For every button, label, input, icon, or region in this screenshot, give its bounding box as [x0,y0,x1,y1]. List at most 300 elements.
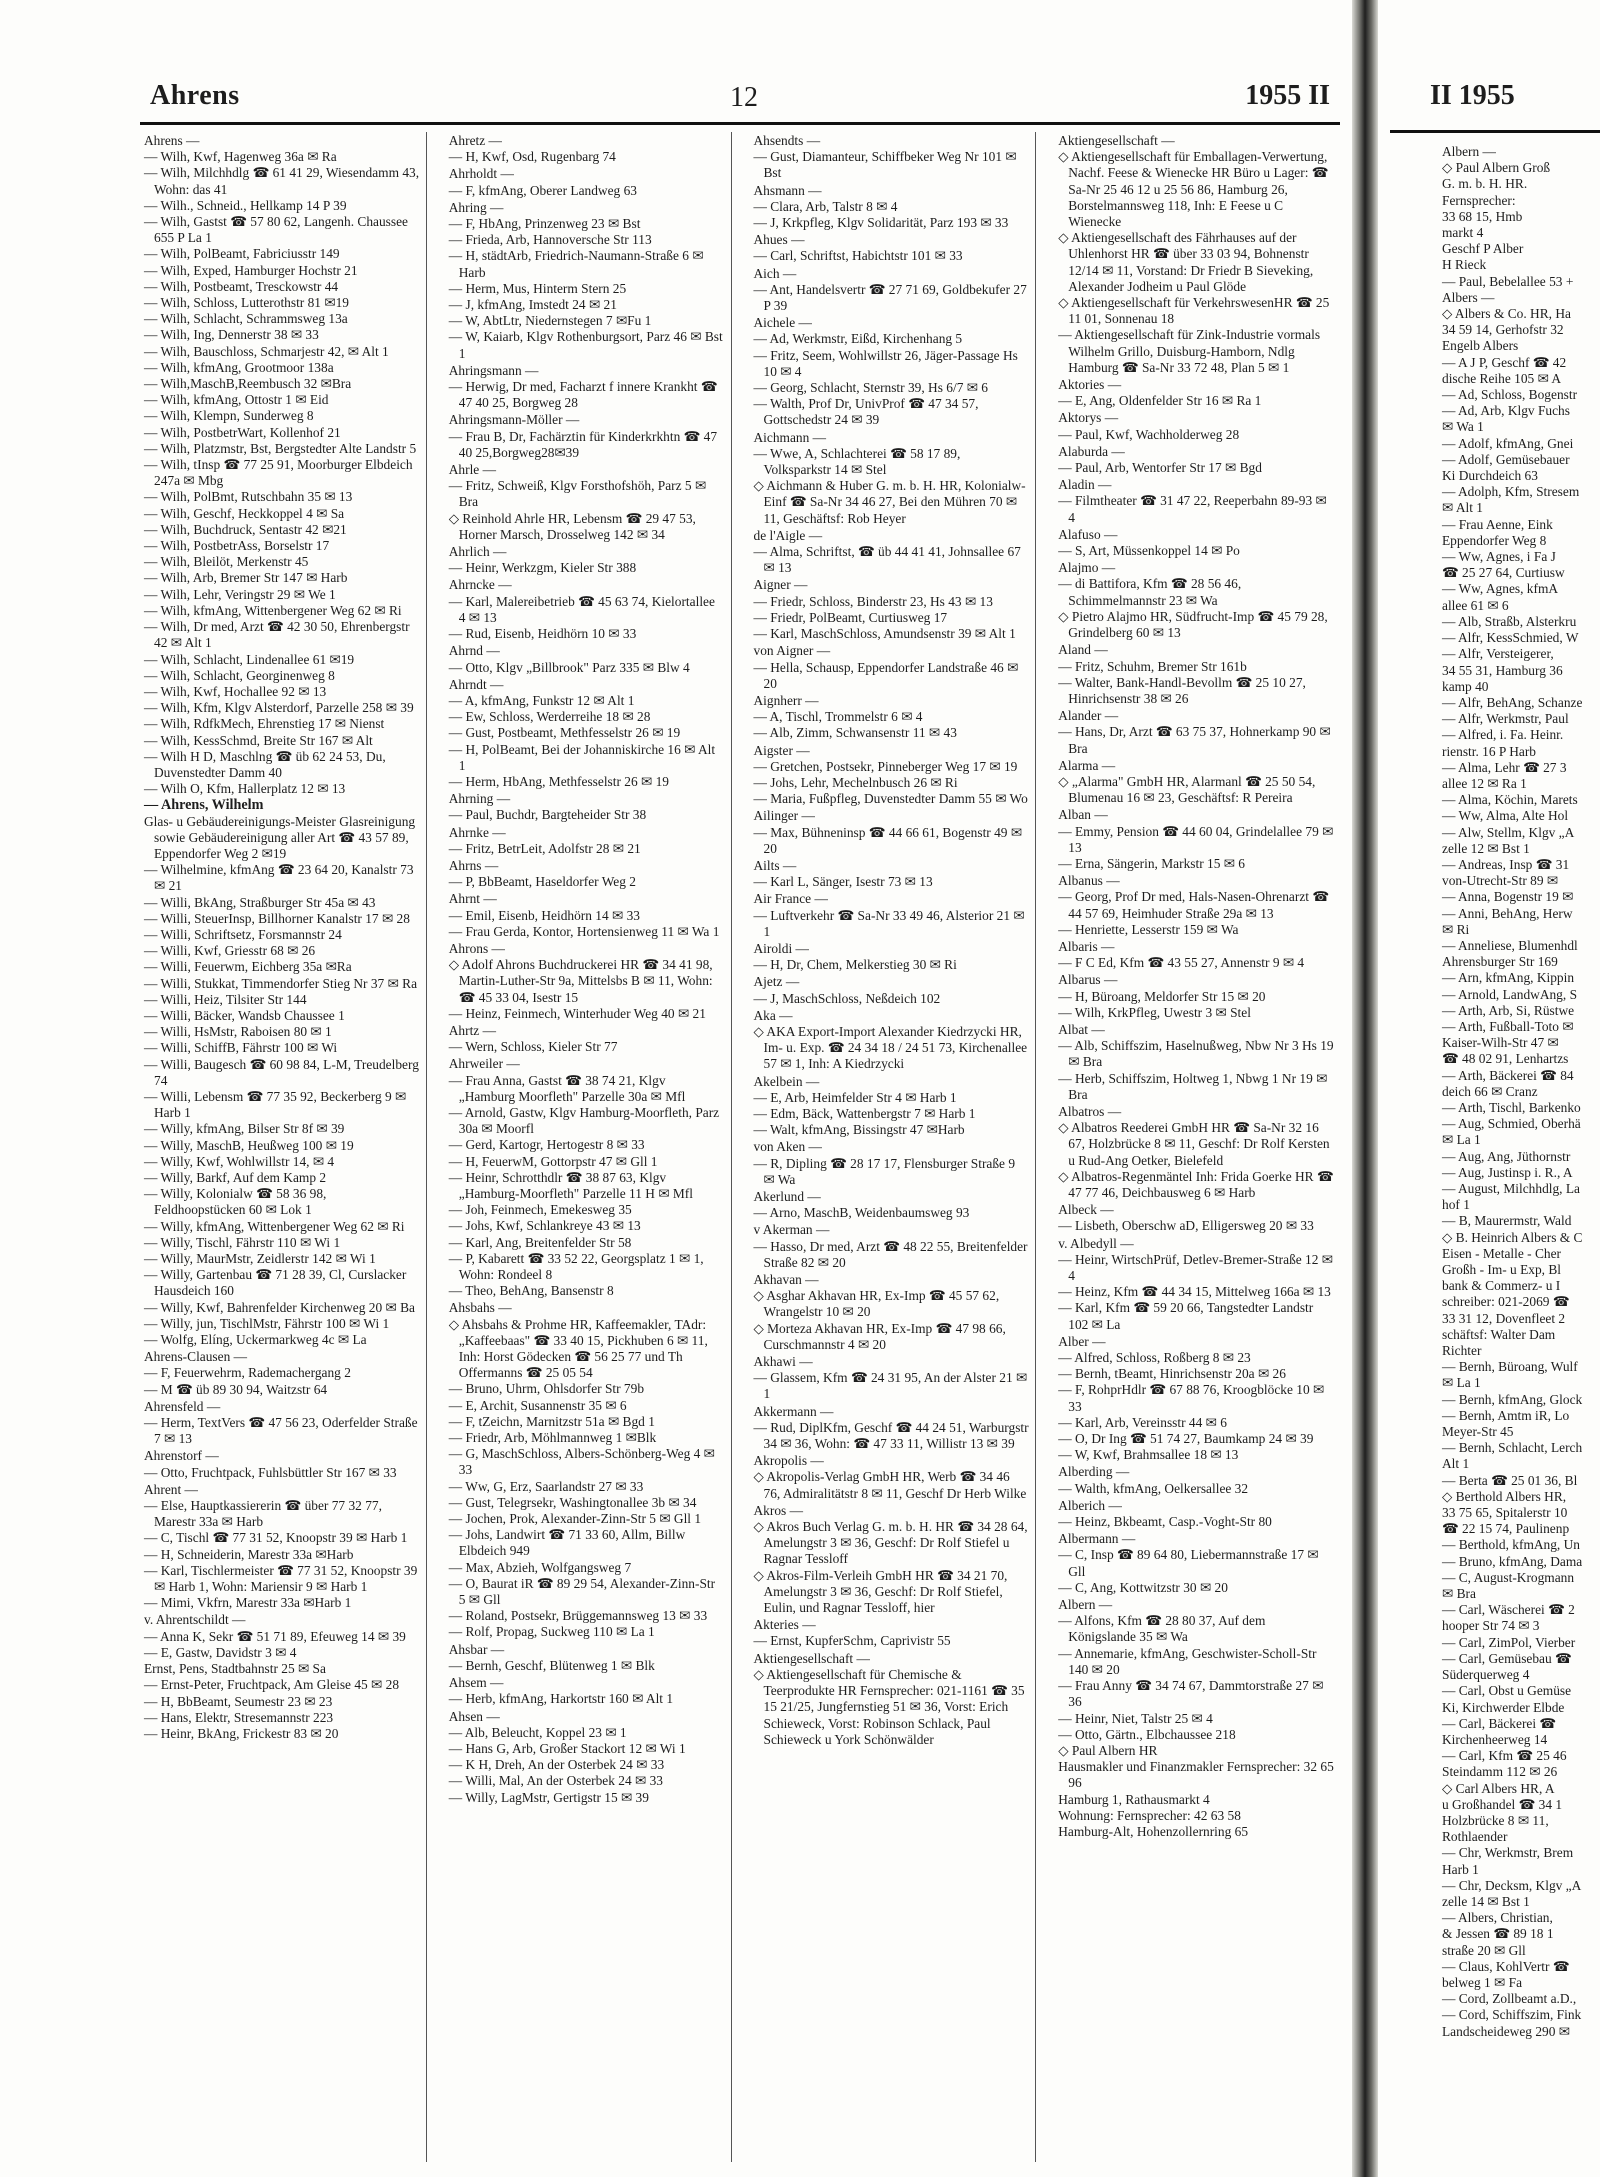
directory-entry: Albatros — [1058,1103,1122,1119]
directory-entry: — Wilh, KrkPfleg, Uwestr 3 ✉ Stel [1058,1004,1251,1020]
directory-entry: — Johs, Landwirt ☎ 71 33 60, Allm, Billw Elbdeich 949 [448,1527,686,1559]
facing-entry: ◇ B. Heinrich Albers & C [1442,1229,1583,1245]
directory-entry: — Wilh., Schneid., Hellkamp 14 P 39 [144,197,347,213]
directory-entry: Aktiengesellschaft — [753,1650,870,1666]
directory-entry: — Gust, Postbeamt, Methfesselstr 26 ✉ 19 [448,725,681,741]
facing-entry: — Alfr, Werkmstr, Paul [1442,711,1569,727]
directory-entry: — H, städtArb, Friedrich-Naumann-Straße 6 ✉ Harb [448,248,704,280]
directory-entry: — F, tZeichn, Marnitzstr 51a ✉ Bgd 1 [448,1413,655,1429]
directory-entry: Ahrnd — [448,643,500,659]
facing-entry: — Chr, Decksm, Klgv „A [1442,1877,1582,1893]
directory-entry: ◇ Morteza Akhavan HR, Ex-Imp ☎ 47 98 66, Curschmannstr 4 ✉ 20 [753,1320,1006,1352]
directory-entry: Ahrens-Clausen — [144,1349,248,1365]
directory-entry: — Willi, Lebensm ☎ 77 35 92, Beckerberg 9 ✉ Harb 1 [144,1088,407,1121]
facing-entry: — Ad, Arb, Klgv Fuchs [1442,403,1570,419]
directory-entry: — K H, Dreh, An der Osterbek 24 ✉ 33 [448,1757,665,1773]
directory-entry: Ahues — [753,232,805,248]
directory-entry: — Willi, Kwf, Griesstr 68 ✉ 26 [144,943,316,959]
directory-entry: Ahrlich — [448,544,507,560]
header-surname: Ahrens [150,80,240,111]
directory-entry: — Wern, Schloss, Kieler Str 77 [448,1039,618,1055]
facing-entry: ◇ Carl Albers HR, A [1442,1780,1555,1796]
directory-entry: — Edm, Bäck, Wattenbergstr 7 ✉ Harb 1 [753,1105,976,1121]
directory-entry: Hamburg-Alt, Hohenzollernring 65 [1058,1823,1249,1839]
directory-entry: — Alma, Schriftst, ☎ üb 44 41 41, Johnsallee 67 ✉ 13 [753,544,1021,576]
directory-entry: — Jochen, Prok, Alexander-Zinn-Str 5 ✉ Gll 1 [448,1511,702,1527]
directory-entry: — Paul, Buchdr, Bargteheider Str 38 [448,807,647,823]
directory-entry: Akteries — [753,1617,816,1633]
directory-entry: ◇ Asghar Akhavan HR, Ex-Imp ☎ 45 57 62, Wrangelstr 10 ✉ 20 [753,1288,1000,1320]
directory-entry: — Frau Anna, Gastst ☎ 38 74 21, Klgv „Hamburg Moorfleth" Parzelle 30a ✉ Mfl [448,1072,686,1104]
facing-entry: — Ww, Agnes, i Fa J [1442,549,1556,565]
facing-entry: — Alfred, i. Fa. Heinr. [1442,727,1564,743]
directory-entry: — H, PolBeamt, Bei der Johanniskirche 16 ✉ Alt 1 [448,741,716,773]
directory-entry: ◇ Akros-Film-Verleih GmbH HR ☎ 34 21 70, Amelungstr 3 ✉ 36, Geschf: Dr Rolf Stiefel, Eulin, und Ragnar Tessloff, hier [753,1567,1008,1616]
directory-entry: Alban — [1058,807,1108,823]
directory-entry: — Ww, G, Erz, Saarlandstr 27 ✉ 33 [448,1478,644,1494]
facing-entry: — Adolf, kfmAng, Gnei [1442,435,1574,451]
directory-entry: — Arno, MaschB, Weidenbaumsweg 93 [753,1205,970,1221]
directory-entry: — Ad, Werkmstr, Eißd, Kirchenhang 5 [753,331,963,347]
directory-entry: ◇ Albatros Reederei GmbH HR ☎ Sa-Nr 32 16 67, Holzbrücke 8 ✉ 11, Geschf: Dr Rolf Kersten u Rud-Ang Oetker, Bielefeld [1058,1120,1330,1168]
facing-entry: — Carl, Gemüsebau ☎ [1442,1650,1572,1666]
directory-entry: — Emil, Eisenb, Heidhörn 14 ✉ 33 [448,907,640,923]
directory-entry: — Luftverkehr ☎ Sa-Nr 33 49 46, Alsterior 21 ✉ 1 [753,907,1025,939]
directory-entry: Akerlund — [753,1189,821,1204]
facing-entry: deich 66 ✉ Cranz [1442,1083,1538,1099]
directory-entry: Albern — [1058,1597,1113,1613]
directory-entry: Ahrndt — [448,676,504,692]
facing-entry: — Cord, Zollbeamt a.D., [1442,1991,1577,2007]
directory-entry: — Wilh, Arb, Bremer Str 147 ✉ Harb [144,570,348,586]
facing-entry: — Alfr, BehAng, Schanze [1442,694,1583,710]
facing-entry: — Aug, Ang, Jüthornstr [1442,1148,1571,1164]
directory-entry: — Wilh, PolBeamt, Fabriciusstr 149 [144,246,340,262]
directory-entry: — Willy, MaurMstr, Zeidlerstr 142 ✉ Wi 1 [144,1251,376,1267]
facing-entry: belweg 1 ✉ Fa [1442,1974,1523,1990]
facing-entry: — Alfr, Versteigerer, [1442,646,1554,662]
facing-entry: — Claus, KohlVertr ☎ [1442,1958,1570,1974]
directory-entry: Ahrensfeld — [144,1398,221,1414]
directory-entry: — Max, Abzieh, Wolfgangsweg 7 [448,1559,632,1575]
directory-entry: — Wilh, Platzmstr, Bst, Bergstedter Alte Landstr 5 [144,440,417,456]
directory-entry: ◇ Reinhold Ahrle HR, Lebensm ☎ 29 47 53, Horner Marsch, Drosselweg 142 ✉ 34 [448,510,696,542]
facing-entry: hof 1 [1442,1197,1470,1213]
directory-entry: Ahsbar — [448,1641,505,1657]
facing-entry: — A J P, Geschf ☎ 42 [1442,354,1567,370]
directory-entry: — E, Arb, Heimfelder Str 4 ✉ Harb 1 [753,1089,957,1105]
facing-entry: Ki, Kirchwerder Elbde [1442,1699,1565,1715]
directory-entry: — Herm, Mus, Hinterm Stern 25 [448,280,627,296]
facing-entry: u Großhandel ☎ 34 1 [1442,1796,1563,1812]
directory-entry: — H, Schneiderin, Marestr 33a ✉Harb [144,1546,354,1562]
directory-entry: — Hella, Schausp, Eppendorfer Landstraße 46 ✉ 20 [753,659,1019,691]
facing-entry: ◇ Berthold Albers HR, [1442,1488,1567,1504]
directory-entry: — Else, Hauptkassiererin ☎ über 77 32 77, Marestr 33a ✉ Harb [144,1498,382,1530]
directory-entry: — Herm, TextVers ☎ 47 56 23, Oderfelder Straße 7 ✉ 13 [144,1415,418,1447]
directory-entry: — Hans, Elektr, Stresemannstr 223 [144,1709,334,1725]
directory-entry: — Georg, Schlacht, Sternstr 39, Hs 6/7 ✉ 6 [753,380,988,396]
directory-entry: — Karl, MaschSchloss, Amundsenstr 39 ✉ Alt 1 [753,626,1016,642]
directory-entry: — S, Art, Müssenkoppel 14 ✉ Po [1058,543,1240,559]
directory-entry: ◇ Albatros-Regenmäntel Inh: Frida Goerke HR ☎ 47 77 46, Deichbausweg 6 ✉ Harb [1058,1168,1334,1200]
directory-entry: — Willi, Schriftsetz, Forsmannstr 24 [144,926,342,942]
directory-entry: Ahrtz — [448,1022,496,1038]
directory-entry: Aignherr — [753,692,819,708]
facing-entry: — Bernh, Büroang, Wulf [1442,1359,1578,1375]
facing-entry: — Bruno, kfmAng, Dama [1442,1553,1583,1569]
facing-entry: & Jessen ☎ 89 18 1 [1442,1926,1554,1942]
facing-entry: — Arth, Fußball-Toto ✉ [1442,1018,1574,1034]
directory-entry: — Rud, Eisenb, Heidhörn 10 ✉ 33 [448,626,637,642]
directory-entry: Aktiengesellschaft — [1058,133,1175,148]
directory-entry: — Wilh,MaschB,Reembusch 32 ✉Bra [144,376,352,392]
facing-entry: — Frau Aenne, Eink [1442,516,1553,532]
directory-entry: — Heinz, Bkbeamt, Casp.-Voght-Str 80 [1058,1514,1272,1530]
facing-entry: allee 12 ✉ Ra 1 [1442,775,1527,791]
directory-entry: — Wilhelmine, kfmAng ☎ 23 64 20, Kanalstr 73 ✉ 21 [144,862,414,894]
directory-entry: — H, Büroang, Meldorfer Str 15 ✉ 20 [1058,988,1266,1004]
directory-entry: — F C Ed, Kfm ☎ 43 55 27, Annenstr 9 ✉ 4 [1058,955,1305,971]
directory-entry: — Wilh, Schlacht, Georginenweg 8 [144,667,335,683]
facing-entry: — Ww, Agnes, kfmA [1442,581,1559,597]
directory-entry: Air France — [753,891,828,907]
directory-entry: von Aigner — [753,643,831,659]
facing-header-rule [1390,130,1600,133]
facing-entry: ☎ 48 02 91, Lenhartzs [1442,1051,1569,1067]
directory-entry: — Bernh, tBeamt, Hinrichsenstr 20a ✉ 26 [1058,1366,1286,1382]
facing-entry: kamp 40 [1442,678,1489,694]
directory-entry: — W, Kaiarb, Klgv Rothenburgsort, Parz 46 ✉ Bst 1 [448,329,723,361]
directory-entry: Akkermann — [753,1403,834,1419]
facing-entry: — Ad, Schloss, Bogenstr [1442,387,1578,403]
directory-entry: — Alb, Zimm, Schwansenstr 11 ✉ 43 [753,725,957,741]
facing-entry: dische Reihe 105 ✉ A [1442,370,1562,386]
directory-entry: Ahrens — [144,133,200,148]
directory-entry: — Heinr, Niet, Talstr 25 ✉ 4 [1058,1710,1213,1726]
facing-entry: — Paul, Bebelallee 53 + [1442,273,1574,289]
directory-entry: — Glassem, Kfm ☎ 24 31 95, An der Alster 21 ✉ 1 [753,1370,1028,1402]
directory-entry: Ahringsmann — [448,362,539,378]
directory-entry: Ahretz — [448,133,502,148]
directory-entry: von Aken — [753,1139,822,1155]
directory-entry: — Wilh, Lehr, Veringstr 29 ✉ We 1 [144,586,336,602]
facing-entry: ✉ La 1 [1442,1132,1481,1148]
directory-entry: — F, Feuerwehrm, Rademachergang 2 [144,1365,351,1381]
directory-entry: — Willy, kfmAng, Wittenbergener Weg 62 ✉ Ri [144,1218,405,1234]
facing-entry: — Arth, Tischl, Barkenko [1442,1099,1581,1115]
facing-entry: ✉ Ri [1442,921,1470,937]
directory-entry: Ailts — [753,857,797,873]
directory-entry: ◇ Paul Albern HR [1058,1742,1158,1758]
directory-entry: ◇ Aktiengesellschaft des Fährhauses auf der Uhlenhorst HR ☎ über 33 03 94, Bohnenstr 12/14 ✉ 11, Vorstand: Dr Friedr B Sieveking, Alexander Jodheim u Paul Glöde [1058,230,1314,294]
directory-entry: — Wolfg, Elíng, Uckermarkweg 4c ✉ La [144,1332,367,1348]
directory-entry: Alafuso — [1058,526,1118,542]
directory-entry: Aland — [1058,642,1108,658]
facing-entry: Geschf P Alber [1442,241,1524,257]
directory-entry: Ahrenstorf — [144,1448,219,1464]
facing-entry: — Alma, Köchin, Marets [1442,792,1578,808]
directory-entry: Alber — [1058,1333,1106,1349]
facing-entry: Kaiser-Wilh-Str 47 ✉ [1442,1035,1559,1051]
directory-entry: v Akerman — [753,1222,830,1238]
directory-entry: — Willy, jun, TischlMstr, Fährstr 100 ✉ Wi 1 [144,1315,390,1331]
directory-entry: — M ☎ üb 89 30 94, Waitzstr 64 [144,1381,328,1397]
facing-page [1390,60,1600,2160]
facing-entry: — Ww, Alma, Alte Hol [1442,808,1569,824]
directory-entry: — Wilh, kfmAng, Wittenbergener Weg 62 ✉ Ri [144,602,402,618]
directory-entry: — Otto, Fruchtpack, Fuhlsbüttler Str 167 ✉ 33 [144,1464,397,1480]
directory-entry: — O, Dr Ing ☎ 51 74 27, Baumkamp 24 ✉ 39 [1058,1431,1314,1447]
facing-entry: ✉ Alt 1 [1442,500,1483,516]
directory-entry: Albaris — [1058,938,1115,954]
facing-entry: 34 59 14, Gerhofstr 32 [1442,322,1564,338]
directory-entry: — Alfred, Schloss, Roßberg 8 ✉ 23 [1058,1350,1251,1366]
directory-entry: Albanus — [1058,873,1120,889]
directory-entry: ◇ Adolf Ahrons Buchdruckerei HR ☎ 34 41 98, Martin-Luther-Str 9a, Mittelsbs B ✉ 11, Wohn: ☎ 45 33 04, Isestr 15 [448,957,713,1005]
facing-entry: ✉ Wa 1 [1442,419,1484,435]
column-1 [140,132,427,2162]
directory-entry: — Heinz, Feinmech, Winterhuder Weg 40 ✉ 21 [448,1005,706,1021]
page-number: 12 [730,82,758,113]
directory-entry: Ahrns — [448,857,499,873]
directory-entry: — Willy, kfmAng, Bilser Str 8f ✉ 39 [144,1121,345,1137]
directory-entry: — Herm, HbAng, Methfesselstr 26 ✉ 19 [448,773,669,789]
facing-entry: Eppendorfer Weg 8 [1442,532,1547,548]
facing-entry: — Arnold, LandwAng, S [1442,986,1578,1002]
directory-entry: Ahrle — [448,462,496,478]
facing-entry: straße 20 ✉ Gll [1442,1942,1526,1958]
directory-entry: de l'Aigle — [753,527,823,543]
directory-entry: — Herb, kfmAng, Harkortstr 160 ✉ Alt 1 [448,1691,674,1707]
facing-entry: 34 55 31, Hamburg 36 [1442,662,1563,678]
directory-entry: Akros — [753,1502,803,1518]
directory-entry: — A, kfmAng, Funkstr 12 ✉ Alt 1 [448,692,635,708]
directory-entry: — F, RohprHdlr ☎ 67 88 76, Kroogblöcke 10 ✉ 33 [1058,1382,1325,1414]
directory-entry: — Fritz, Schweiß, Klgv Forsthofshöh, Parz 5 ✉Bra [448,478,707,510]
directory-entry: Ahsmann — [753,182,822,198]
directory-entry: Airoldi — [753,940,809,956]
directory-entry: — C, Ang, Kottwitzstr 30 ✉ 20 [1058,1579,1228,1595]
directory-entry: — Walter, Bank-Handl-Bevollm ☎ 25 10 27, Hinrichsenstr 38 ✉ 26 [1058,674,1306,706]
directory-entry: — Karl, Malereibetrieb ☎ 45 63 74, Kielortallee 4 ✉ 13 [448,593,715,625]
directory-entry: — F, kfmAng, Oberer Landweg 63 [448,182,637,198]
facing-entry: Albern — [1442,144,1496,159]
directory-entry: ◇ AKA Export-Import Alexander Kiedrzycki HR, Im- u. Exp. ☎ 24 34 18 / 24 51 73, Kirchenallee 57 ✉ 1, Inh: A Kiedrzycki [753,1023,1028,1072]
facing-entry: 33 68 15, Hmb [1442,208,1523,224]
directory-entry: — F, HbAng, Prinzenweg 23 ✉ Bst [448,216,641,232]
directory-entry: — Roland, Postsekr, Brüggemannsweg 13 ✉ 33 [448,1608,708,1624]
directory-entry: ◇ „Alarma" GmbH HR, Alarmanl ☎ 25 50 54, Blumenau 16 ✉ 23, Geschäftsf: R Pereira [1058,773,1316,806]
directory-entry: Ahring — [448,199,504,215]
directory-entry: Akelbein — [753,1073,820,1089]
facing-entry: hooper Str 74 ✉ 3 [1442,1618,1540,1634]
directory-entry: Alberich — [1058,1497,1122,1513]
facing-entry: Alt 1 [1442,1456,1470,1472]
directory-entry: Glas- u Gebäudereinigungs-Meister Glasreinigung sowie Gebäudereinigung aller Art ☎ 43 57 89, Eppendorfer Weg 2 ✉19 [144,813,416,861]
directory-entry: — Heinr, BkAng, Frickestr 83 ✉ 20 [144,1725,339,1741]
directory-entry: — Wilh O, Kfm, Hallerplatz 12 ✉ 13 [144,781,346,797]
directory-entry: Ajetz — [753,974,800,990]
directory-entry: — W, AbtLtr, Niedernstegen 7 ✉Fu 1 [448,313,652,329]
directory-entry: — H, BbBeamt, Seumestr 23 ✉ 23 [144,1693,333,1709]
directory-entry: — Paul, Arb, Wentorfer Str 17 ✉ Bgd [1058,460,1262,476]
facing-entry: markt 4 [1442,225,1484,241]
directory-entry: — Friedr, Schloss, Binderstr 23, Hs 43 ✉ 13 [753,593,993,609]
facing-entry: Süderquerweg 4 [1442,1667,1530,1683]
directory-entry: — Friedr, PolBeamt, Curtiusweg 17 [753,609,948,625]
directory-entry: Alarma — [1058,757,1116,773]
directory-entry: — Willy, MaschB, Heußweg 100 ✉ 19 [144,1137,354,1153]
directory-entry: v. Ahrentschildt — [144,1612,246,1628]
facing-entry: — Bernh, kfmAng, Glock [1442,1391,1583,1407]
directory-entry: — Wilh, Milchhdlg ☎ 61 41 29, Wiesendamm 43, Wohn: das 41 [144,165,420,197]
directory-entry: — Wilh, Bleilöt, Merkenstr 45 [144,554,309,570]
directory-entry: — Karl L, Sänger, Isestr 73 ✉ 13 [753,874,933,890]
directory-entry: — Wilh, tInsp ☎ 77 25 91, Moorburger Elbdeich 247a ✉ Mbg [144,457,413,489]
facing-entry: — Arn, kfmAng, Kippin [1442,970,1575,986]
directory-entry: — R, Dipling ☎ 28 17 17, Flensburger Straße 9 ✉ Wa [753,1155,1016,1187]
directory-entry: — Ahrens, Wilhelm [144,797,264,814]
directory-entry: Hausmakler und Finanzmakler Fernsprecher: 32 65 96 [1058,1759,1334,1791]
directory-entry: — Clara, Arb, Talstr 8 ✉ 4 [753,198,898,214]
directory-entry: Ernst, Pens, Stadtbahnstr 25 ✉ Sa [144,1661,326,1677]
directory-entry: — Frau Gerda, Kontor, Hortensienweg 11 ✉ Wa 1 [448,923,720,939]
directory-entry: — J, MaschSchloss, Neßdeich 102 [753,990,941,1006]
facing-entry: — Alma, Lehr ☎ 27 3 [1442,759,1567,775]
directory-entry: — di Battifora, Kfm ☎ 28 56 46, Schimmelmannstr 23 ✉ Wa [1058,576,1242,608]
directory-entry: Albeck — [1058,1202,1114,1218]
directory-entry: — Wilh, Klempn, Sunderweg 8 [144,408,314,424]
directory-entry: — Joh, Feinmech, Emekesweg 35 [448,1202,632,1218]
directory-entry: — Willi, Baugesch ☎ 60 98 84, L-M, Treudelberg 74 [144,1056,419,1088]
directory-entry: — Karl, Tischlermeister ☎ 77 31 52, Knoopstr 39 ✉ Harb 1, Wohn: Mariensir 9 ✉ Harb 1 [144,1562,418,1595]
directory-entry: — Wilh, PostbetrAss, Borselstr 17 [144,538,330,554]
directory-entry: — Hasso, Dr med, Arzt ☎ 48 22 55, Breitenfelder Straße 82 ✉ 20 [753,1238,1028,1270]
directory-entry: — Willi, Bäcker, Wandsb Chaussee 1 [144,1007,345,1023]
facing-entry: — Arth, Arb, Si, Rüstwe [1442,1002,1575,1018]
facing-entry: ✉ Bra [1442,1586,1476,1602]
directory-entry: — Wwe, A, Schlachterei ☎ 58 17 89, Volksparkstr 14 ✉ Stel [753,445,961,478]
directory-entry: Ahrons — [448,940,505,956]
directory-entry: Aladin — [1058,477,1112,493]
directory-entry: — Anna K, Sekr ☎ 51 71 89, Efeuweg 14 ✉ 39 [144,1628,406,1644]
facing-entry: ◇ Paul Albern Groß [1442,160,1551,176]
facing-entry: — Alb, Straßb, Alsterkru [1442,613,1577,629]
directory-entry: — Georg, Prof Dr med, Hals-Nasen-Ohrenarzt ☎ 44 57 69, Heimhuder Straße 29a ✉ 13 [1058,889,1330,921]
facing-entry: Großh - Im- u Exp, Bl [1442,1262,1562,1278]
facing-entry: — Berta ☎ 25 01 36, Bl [1442,1472,1578,1488]
directory-entry: — P, Kabarett ☎ 33 52 22, Georgsplatz 1 ✉ 1, Wohn: Rondeel 8 [448,1250,704,1283]
directory-entry: — Walth, Prof Dr, UnivProf ☎ 47 34 57, Gottschedstr 24 ✉ 39 [753,396,979,428]
directory-columns [140,132,1340,2162]
header-year: 1955 II [1245,80,1330,111]
directory-entry: — C, Tischl ☎ 77 31 52, Knoopstr 39 ✉ Harb 1 [144,1530,408,1546]
facing-entry: schäftsf: Walter Dam [1442,1326,1556,1342]
facing-entry: — Alfr, KessSchmied, W [1442,630,1579,646]
facing-entry: 33 31 12, Dovenfleet 2 [1442,1310,1566,1326]
directory-entry: — Willi, SteuerInsp, Billhorner Kanalstr 17 ✉ 28 [144,910,410,926]
facing-entry: — Adolf, Gemüsebauer [1442,451,1570,467]
directory-entry: Albarus — [1058,972,1118,988]
facing-entry: Albers — [1442,289,1495,305]
directory-entry: — Willy, Kolonialw ☎ 58 36 98, Feldhoopstücken 60 ✉ Lok 1 [144,1186,327,1218]
facing-entry: — Bernh, Schlacht, Lerch [1442,1440,1583,1456]
directory-entry: — Friedr, Arb, Möhlmannweg 1 ✉Blk [448,1430,657,1446]
facing-entry: — Berthold, kfmAng, Un [1442,1537,1580,1553]
directory-entry: — Frau Anny ☎ 34 74 67, Dammtorstraße 27 ✉ 36 [1058,1678,1324,1710]
facing-entry: H Rieck [1442,257,1487,273]
directory-entry: — Wilh, PostbetrWart, Kollenhof 21 [144,424,341,440]
directory-entry: Ahsbahs — [448,1300,512,1316]
directory-entry: — Willi, Heiz, Tilsiter Str 144 [144,991,307,1007]
directory-entry: — Karl, Kfm ☎ 59 20 66, Tangstedter Landstr 102 ✉ La [1058,1300,1314,1332]
directory-entry: Alander — [1058,708,1119,724]
directory-entry: — Wilh, Kwf, Hochallee 92 ✉ 13 [144,683,327,699]
facing-entry: Ahrensburger Str 169 [1442,954,1558,970]
directory-entry: — Frieda, Arb, Hannoversche Str 113 [448,232,652,248]
directory-entry: — Erna, Sängerin, Markstr 15 ✉ 6 [1058,855,1245,871]
directory-entry: — Willi, BkAng, Straßburger Str 45a ✉ 43 [144,894,376,910]
facing-entry: — Albers, Christian, [1442,1910,1553,1926]
directory-entry: Alaburda — [1058,443,1125,459]
directory-entry: — Wilh, Buchdruck, Sentastr 42 ✉21 [144,521,347,537]
directory-entry: — Heinr, Werkzgm, Kieler Str 388 [448,560,637,576]
directory-entry: Aigner — [753,577,808,593]
directory-entry: — Gust, Diamanteur, Schiffbeker Weg Nr 101 ✉ Bst [753,149,1017,181]
directory-page [140,60,1340,2160]
directory-entry: Aichele — [753,315,812,331]
directory-entry: Akhawi — [753,1354,813,1370]
facing-entry: Harb 1 [1442,1861,1479,1877]
directory-entry: Akhavan — [753,1272,819,1288]
facing-entry: Richter [1442,1343,1482,1359]
directory-entry: Akropolis — [753,1453,824,1469]
directory-entry: Albermann — [1058,1531,1136,1547]
directory-entry: — Willy, Kwf, Bahrenfelder Kirchenweg 20 ✉ Ba [144,1299,415,1315]
directory-entry: — Ew, Schloss, Werderreihe 18 ✉ 28 [448,709,651,725]
directory-entry: Albat — [1058,1021,1105,1037]
directory-entry: — Paul, Kwf, Wachholderweg 28 [1058,426,1240,442]
directory-entry: — Bernh, Geschf, Blütenweg 1 ✉ Blk [448,1657,655,1673]
directory-entry: — Frau B, Dr, Fachärztin für Kinderkrkhtn ☎ 47 40 25,Borgweg28✉39 [448,428,718,460]
facing-page-header: II 1955 [1430,80,1515,111]
facing-entry: rienstr. 16 P Harb [1442,743,1536,759]
directory-entry: — Gerd, Kartogr, Hertogestr 8 ✉ 33 [448,1137,645,1153]
directory-entry: Aigster — [753,742,810,758]
facing-entry: Kirchenheerweg 14 [1442,1731,1548,1747]
directory-entry: Aka — [753,1007,793,1023]
directory-entry: — Willi, Stukkat, Timmendorfer Stieg Nr 37 ✉ Ra [144,975,418,991]
facing-entry: Rothlaender [1442,1829,1508,1845]
directory-entry: — Willy, LagMstr, Gertigstr 15 ✉ 39 [448,1789,649,1805]
directory-entry: — Fritz, BetrLeit, Adolfstr 28 ✉ 21 [448,840,641,856]
facing-entry: allee 61 ✉ 6 [1442,597,1509,613]
directory-entry: — Alb, Schiffszim, Haselnußweg, Nbw Nr 3 Hs 19 ✉ Bra [1058,1038,1334,1070]
facing-entry: Meyer-Str 45 [1442,1424,1514,1440]
facing-entry: Ki Durchdeich 63 [1442,468,1538,484]
facing-entry: bank & Commerz- u I [1442,1278,1561,1294]
facing-entry: — Adolph, Kfm, Stresem [1442,484,1580,500]
directory-entry: — Walt, kfmAng, Bissingstr 47 ✉Harb [753,1122,965,1138]
directory-entry: — Fritz, Schuhm, Bremer Str 161b [1058,658,1247,674]
directory-entry: — Mimi, Vkfrn, Marestr 33a ✉Harb 1 [144,1595,352,1611]
directory-entry: — Wilh, Ing, Dennerstr 38 ✉ 33 [144,327,319,343]
directory-entry: ◇ Aktiengesellschaft für Chemische & Teerprodukte HR Fernsprecher: 021-1161 ☎ 35 15 21/25, Jungfernstieg 51 ✉ 36, Vorst: Erich Schieweck, Vorst: Robinson Schlack, Paul Schieweck u York Schönwälder [753,1666,1025,1747]
directory-entry: — Rolf, Propag, Suckweg 110 ✉ La 1 [448,1624,655,1640]
directory-entry: Ahrholdt — [448,166,514,182]
directory-entry: Wohnung: Fernsprecher: 42 63 58 [1058,1807,1241,1823]
